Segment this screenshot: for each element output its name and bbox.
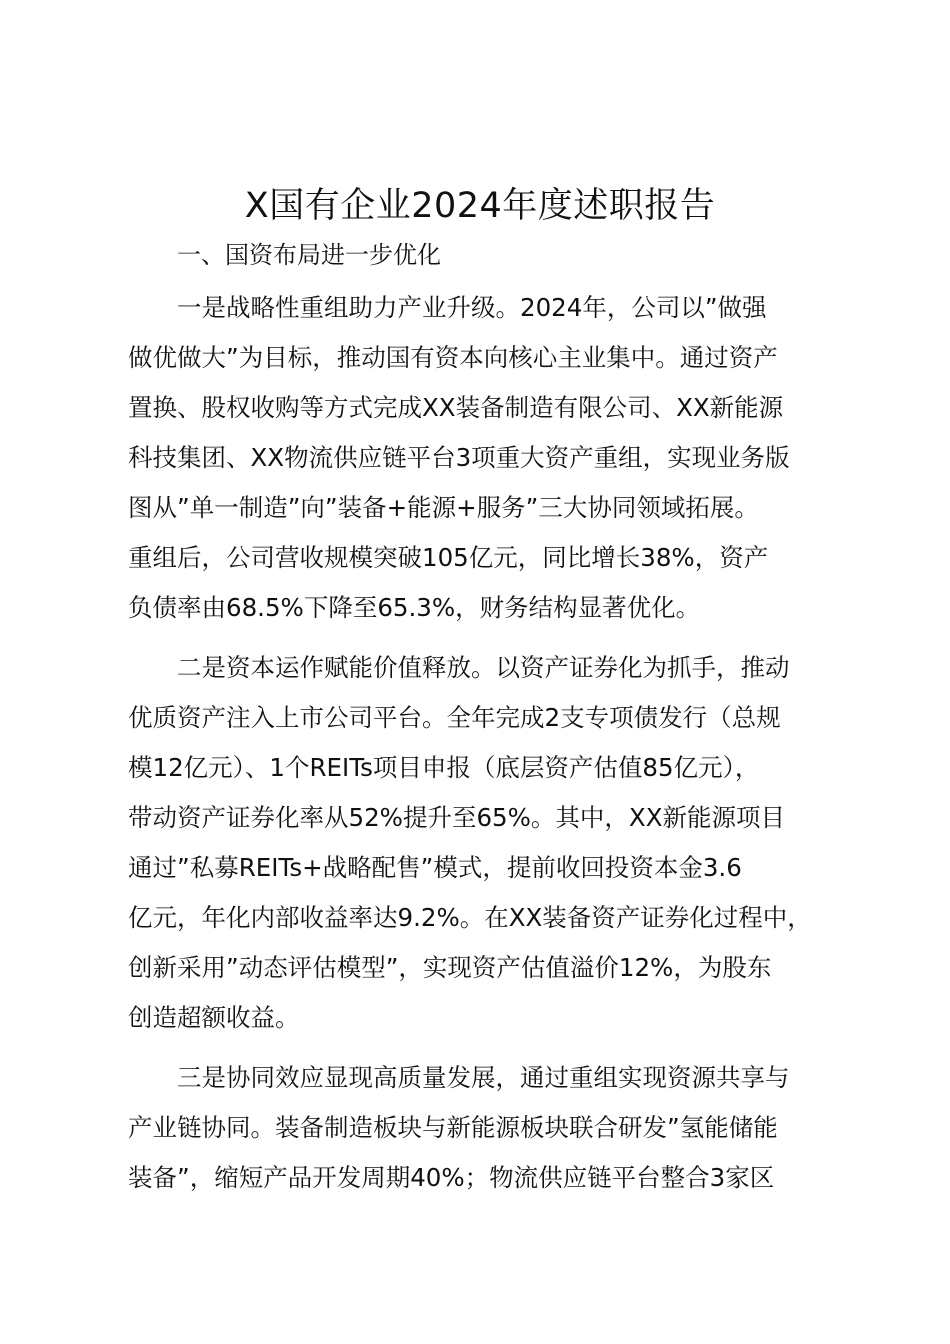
paragraph-line: 科技集团、XX物流供应链平台3项重大资产重组，实现业务版 [128, 443, 790, 472]
document-title: X国有企业2024年度述职报告 [244, 186, 716, 226]
section-heading: 一、国资布局进一步优化 [177, 241, 441, 269]
paragraph-line: 优质资产注入上市公司平台。全年完成2支专项债发行（总规 [128, 703, 781, 732]
paragraph-line: 产业链协同。装备制造板块与新能源板块联合研发”氢能储能 [128, 1113, 778, 1142]
paragraph-line: 通过”私募REITs+战略配售”模式，提前收回投资本金3.6 [128, 853, 742, 882]
paragraph-line: 创新采用”动态评估模型”，实现资产估值溢价12%，为股东 [128, 953, 772, 982]
document-body [128, 233, 840, 1203]
paragraph-2 [128, 643, 840, 1043]
paragraph-line: 带动资产证券化率从52%提升至65%。其中，XX新能源项目 [128, 803, 785, 832]
paragraph-line: 一是战略性重组助力产业升级。2024年，公司以”做强 [177, 293, 767, 322]
paragraph-line: 模12亿元）、1个REITs项目申报（底层资产估值85亿元）， [128, 753, 760, 782]
paragraph-3 [128, 1053, 840, 1203]
paragraph-1 [128, 283, 840, 633]
paragraph-line: 装备”，缩短产品开发周期40%；物流供应链平台整合3家区 [128, 1163, 775, 1192]
paragraph-line: 二是资本运作赋能价值释放。以资产证券化为抓手，推动 [177, 653, 790, 682]
paragraph-line: 负债率由68.5%下降至65.3%，财务结构显著优化。 [128, 593, 701, 622]
paragraph-line: 重组后，公司营收规模突破105亿元，同比增长38%，资产 [128, 543, 769, 572]
paragraph-line: 图从”单一制造”向”装备+能源+服务”三大协同领域拓展。 [128, 493, 759, 522]
paragraph-line: 置换、股权收购等方式完成XX装备制造有限公司、XX新能源 [128, 393, 784, 422]
paragraph-line: 创造超额收益。 [128, 1003, 300, 1032]
paragraph-line: 亿元，年化内部收益率达9.2%。在XX装备资产证券化过程中， [128, 903, 812, 932]
paragraph-line: 做优做大”为目标，推动国有资本向核心主业集中。通过资产 [128, 343, 778, 372]
paragraph-line: 三是协同效应显现高质量发展，通过重组实现资源共享与 [177, 1063, 790, 1092]
